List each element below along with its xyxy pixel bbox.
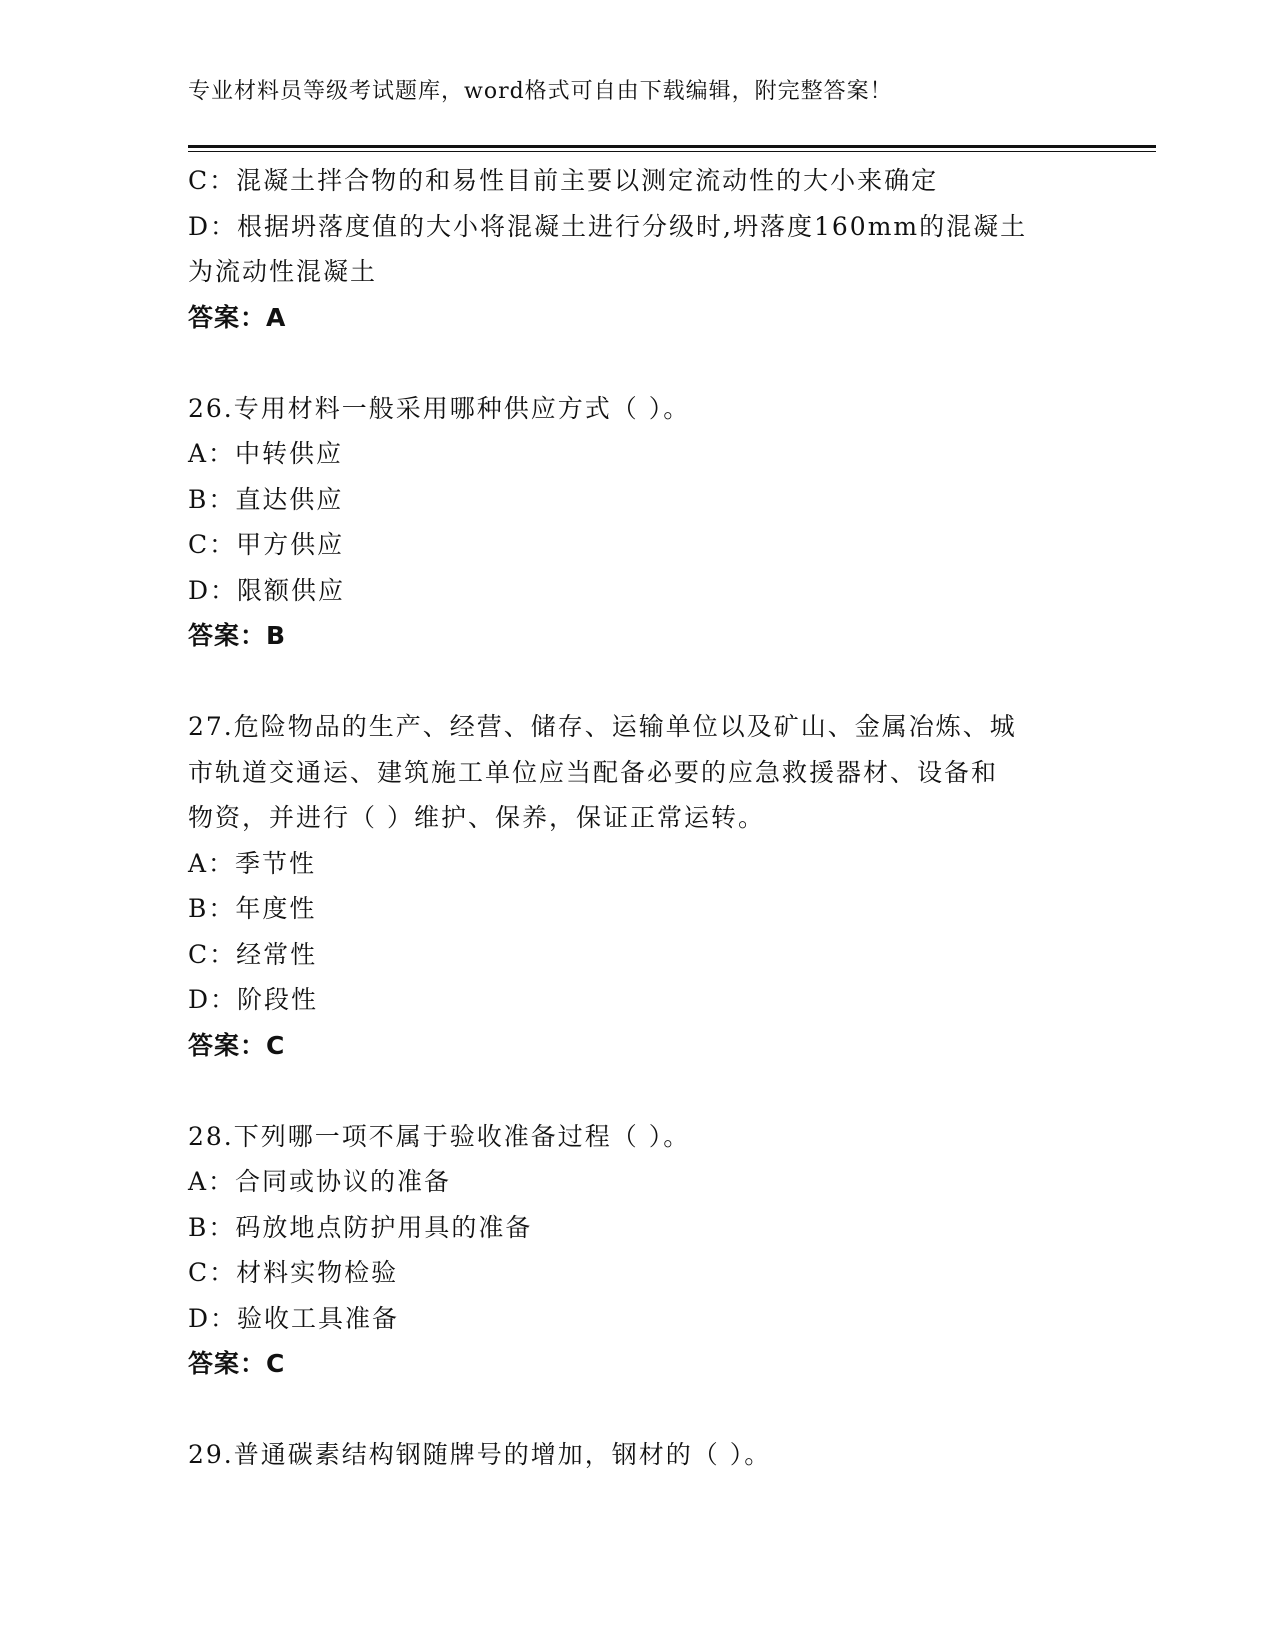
question-25-tail — [188, 158, 1088, 340]
option-a: A：中转供应 — [188, 439, 344, 468]
answer-label: 答案：B — [188, 621, 287, 650]
option-c: C：甲方供应 — [188, 530, 345, 559]
answer-label: 答案：A — [188, 302, 287, 332]
option-d: D：验收工具准备 — [188, 1303, 400, 1333]
header-rule-thick — [188, 145, 1156, 148]
question-27 — [188, 704, 1088, 1068]
question-stem: 28.下列哪一项不属于验收准备过程（ ）。 — [188, 1121, 691, 1151]
option-b: B：直达供应 — [188, 484, 344, 514]
spacer — [188, 659, 1088, 705]
option-b: B：码放地点防护用具的准备 — [188, 1212, 533, 1242]
question-stem: 26.专用材料一般采用哪种供应方式（ ）。 — [188, 393, 691, 423]
option-d-continued: 为流动性混凝土 — [188, 257, 378, 286]
option-c: C：混凝土拌合物的和易性目前主要以测定流动性的大小来确定 — [188, 166, 939, 195]
option-a: A：合同或协议的准备 — [188, 1167, 452, 1196]
answer-label: 答案：C — [188, 1349, 286, 1378]
header-rule-thin — [188, 151, 1156, 152]
spacer — [188, 1068, 1088, 1114]
option-b: B：年度性 — [188, 894, 317, 923]
option-d: D：根据坍落度值的大小将混凝土进行分级时,坍落度160mm的混凝土 — [188, 211, 1028, 241]
page-header: 专业材料员等级考试题库，word格式可自由下载编辑，附完整答案！ — [188, 79, 893, 104]
question-28 — [188, 1114, 1088, 1387]
question-stem: 27.危险物品的生产、经营、储存、运输单位以及矿山、金属冶炼、城 — [188, 712, 1017, 741]
option-d: D：阶段性 — [188, 985, 319, 1014]
option-a: A：季节性 — [188, 848, 317, 878]
question-29 — [188, 1432, 1088, 1478]
option-d: D：限额供应 — [188, 575, 346, 605]
question-stem-continued: 物资，并进行（ ）维护、保养，保证正常运转。 — [188, 803, 765, 832]
question-list — [188, 158, 1088, 1478]
answer-label: 答案：C — [188, 1030, 286, 1060]
question-stem-continued: 市轨道交通运、建筑施工单位应当配备必要的应急救援器材、设备和 — [188, 757, 999, 787]
option-c: C：材料实物检验 — [188, 1258, 399, 1287]
question-stem: 29.普通碳素结构钢随牌号的增加，钢材的（ ）。 — [188, 1440, 772, 1469]
spacer — [188, 1387, 1088, 1433]
question-26 — [188, 386, 1088, 659]
spacer — [188, 340, 1088, 386]
option-c: C：经常性 — [188, 939, 318, 969]
